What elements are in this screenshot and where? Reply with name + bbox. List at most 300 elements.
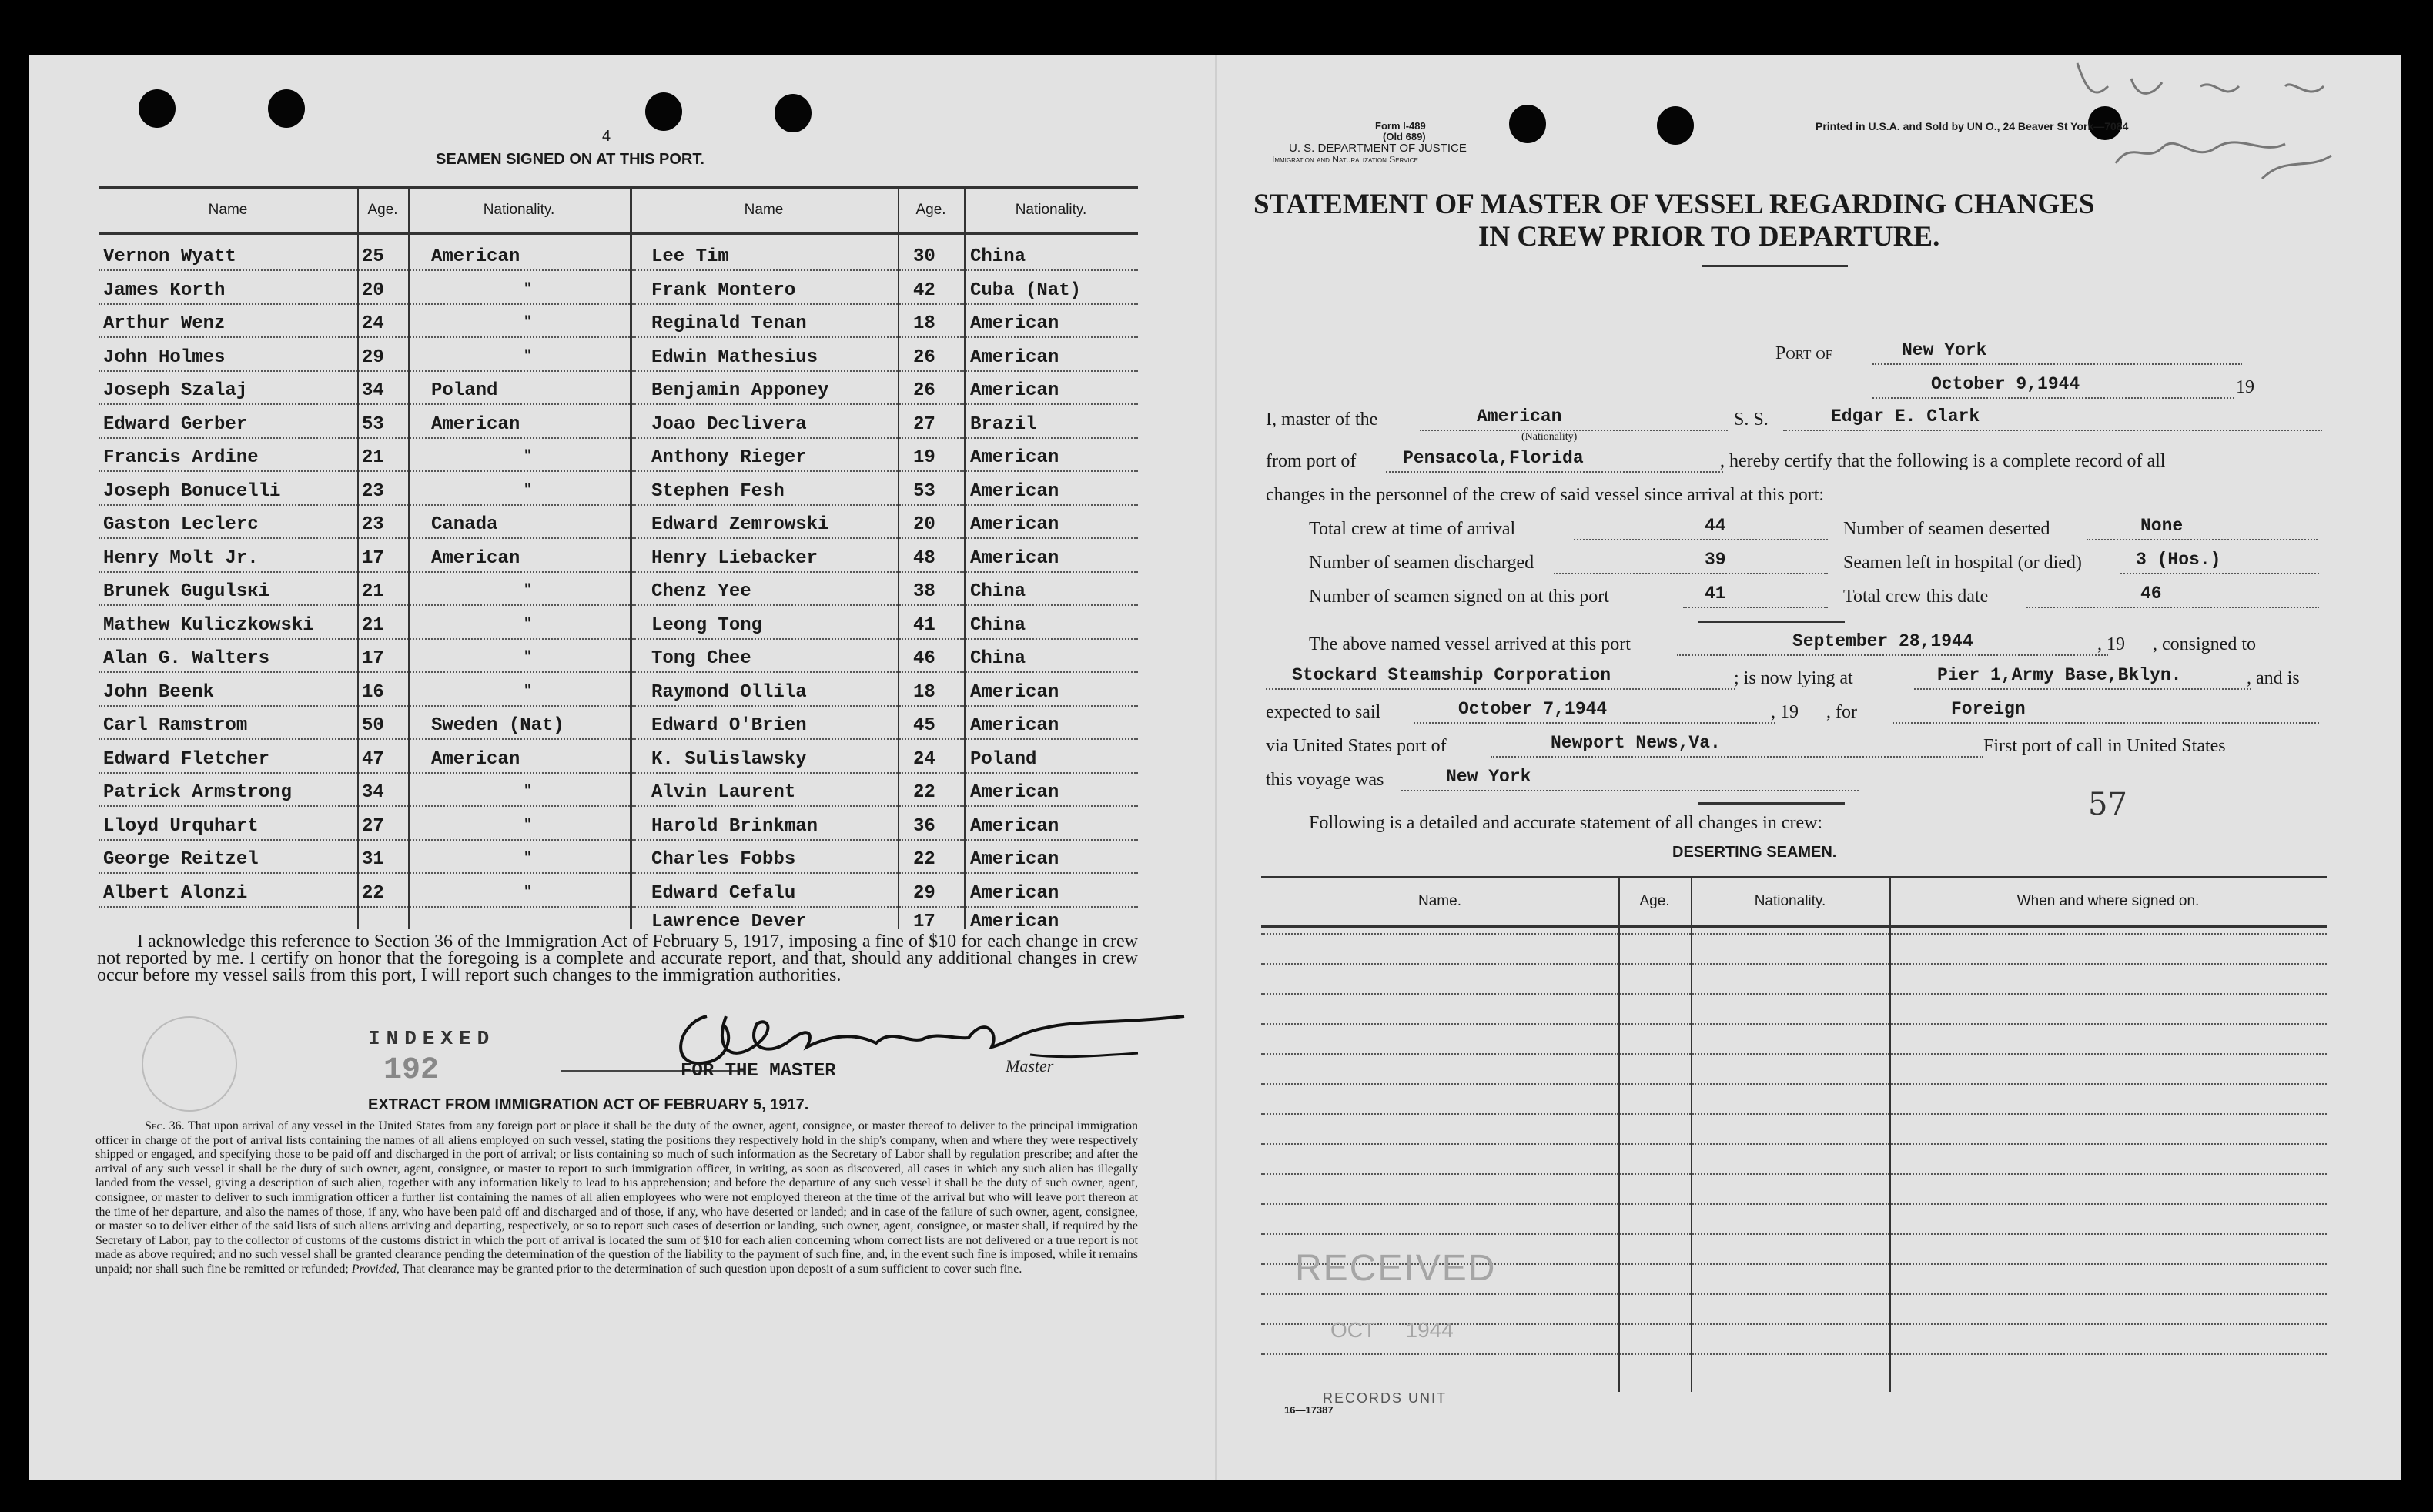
row-rule <box>966 738 1138 740</box>
seaman-age: 17 <box>913 912 935 932</box>
desert-row-rule <box>1261 1233 1618 1235</box>
row-rule <box>966 336 1138 338</box>
desert-row-rule <box>1891 1113 2327 1115</box>
row-rule <box>632 571 898 573</box>
row-rule <box>966 872 1138 874</box>
desert-row-rule <box>1692 1263 1889 1265</box>
row-rule <box>99 671 357 673</box>
seaman-nationality: " <box>524 851 532 866</box>
desert-row-rule <box>1891 993 2327 995</box>
deserted-line <box>2087 539 2318 540</box>
seaman-name: Mathew Kuliczkowski <box>103 614 314 636</box>
seaman-age: 29 <box>913 882 935 904</box>
title-rule <box>1702 265 1848 267</box>
desert-row-rule <box>1261 963 1618 965</box>
seaman-nationality: American <box>970 313 1059 334</box>
row-rule <box>632 470 898 472</box>
section-36-text <box>95 1119 1138 1277</box>
seaman-age: 23 <box>362 514 384 535</box>
seaman-name: Joseph Bonucelli <box>103 480 281 502</box>
row-rule <box>410 571 630 573</box>
seaman-name: Anthony Rieger <box>651 447 807 468</box>
desert-row-rule <box>1891 1143 2327 1145</box>
row-rule <box>632 403 898 405</box>
row-rule <box>899 370 964 372</box>
row-rule <box>899 638 964 640</box>
desert-row-rule <box>1261 933 1618 935</box>
row-rule <box>899 705 964 707</box>
stamp-date: OCT 1944 <box>1330 1318 1454 1342</box>
seaman-nationality: American <box>970 715 1059 736</box>
seaman-age: 19 <box>913 447 935 468</box>
seaman-name: Edward Gerber <box>103 413 248 435</box>
seaman-age: 46 <box>913 648 935 669</box>
seaman-age: 27 <box>913 413 935 435</box>
desert-row-rule <box>1261 1203 1618 1205</box>
for-value: Foreign <box>1951 699 2026 719</box>
punch-hole <box>775 94 812 132</box>
row-rule <box>632 772 898 774</box>
seaman-nationality: American <box>970 849 1059 870</box>
desert-row-rule <box>1692 1083 1889 1085</box>
row-rule <box>359 705 408 707</box>
seaman-age: 24 <box>362 313 384 334</box>
row-rule <box>899 772 964 774</box>
seaman-nationality: " <box>524 583 532 598</box>
row-rule <box>899 738 964 740</box>
seaman-age: 25 <box>362 246 384 267</box>
seaman-name: K. Sulislawsky <box>651 748 807 770</box>
hospital-label: Seamen left in hospital (or died) <box>1843 553 2082 573</box>
desert-row-rule <box>1891 1203 2327 1205</box>
indexed-stamp: INDEXED <box>368 1027 496 1050</box>
seaman-age: 30 <box>913 246 935 267</box>
form-old: (Old 689) <box>1383 131 1426 142</box>
lying-value: Pier 1,Army Base,Bklyn. <box>1937 665 2182 685</box>
seaman-name: Henry Molt Jr. <box>103 547 259 569</box>
desert-row-rule <box>1891 1293 2327 1295</box>
via-label: via United States port of <box>1266 736 1447 756</box>
row-rule <box>359 906 408 908</box>
row-rule <box>99 370 357 372</box>
seaman-nationality: Sweden (Nat) <box>431 715 564 736</box>
seaman-name: Alan G. Walters <box>103 648 270 669</box>
desert-row-rule <box>1692 963 1889 965</box>
seaman-age: 21 <box>362 581 384 602</box>
seaman-name: Lee Tim <box>651 246 729 267</box>
seaman-nationality: American <box>431 547 520 569</box>
seaman-age: 18 <box>913 681 935 703</box>
desert-row-rule <box>1261 1143 1618 1145</box>
nationality-value: American <box>1477 406 1562 427</box>
row-rule <box>632 336 898 338</box>
seaman-age: 29 <box>362 346 384 368</box>
seaman-nationality: American <box>431 748 520 770</box>
row-rule <box>410 671 630 673</box>
seaman-name: Chenz Yee <box>651 581 751 602</box>
row-rule <box>966 504 1138 506</box>
via-line <box>1491 756 1983 758</box>
extract-title: EXTRACT FROM IMMIGRATION ACT OF FEBRUARY 5, 1917. <box>368 1096 809 1113</box>
proviso-word: Provided, <box>351 1262 400 1276</box>
row-rule <box>966 470 1138 472</box>
seaman-name: Tong Chee <box>651 648 751 669</box>
row-rule <box>359 872 408 874</box>
desert-row-rule <box>1261 993 1618 995</box>
desert-row-rule <box>1692 1293 1889 1295</box>
seaman-nationality: " <box>524 683 532 699</box>
seaman-age: 22 <box>362 882 384 904</box>
seaman-age: 26 <box>913 346 935 368</box>
row-rule <box>359 772 408 774</box>
row-rule <box>966 671 1138 673</box>
desert-row-rule <box>1620 1023 1691 1025</box>
row-rule <box>410 772 630 774</box>
ss-line <box>1783 430 2322 431</box>
desert-row-rule <box>1620 1263 1691 1265</box>
lying-label: ; is now lying at <box>1734 668 1853 688</box>
form-title-line2: IN CREW PRIOR TO DEPARTURE. <box>1478 221 1940 253</box>
via-value: Newport News,Va. <box>1551 733 1721 753</box>
seaman-age: 34 <box>362 380 384 401</box>
row-rule <box>359 504 408 506</box>
stats-rule <box>1698 621 1845 623</box>
desert-row-rule <box>1261 1083 1618 1085</box>
row-rule <box>899 504 964 506</box>
row-rule <box>359 303 408 305</box>
seaman-nationality: China <box>970 614 1026 636</box>
row-rule <box>632 839 898 841</box>
seaman-age: 48 <box>913 547 935 569</box>
row-rule <box>410 403 630 405</box>
row-rule <box>359 470 408 472</box>
row-rule <box>632 805 898 807</box>
desert-row-rule <box>1620 1203 1691 1205</box>
seaman-name: Carl Ramstrom <box>103 715 248 736</box>
row-rule <box>966 805 1138 807</box>
desert-row-rule <box>1891 933 2327 935</box>
desert-row-rule <box>1891 1173 2327 1175</box>
seaman-nationality: American <box>431 413 520 435</box>
seaman-nationality: " <box>524 884 532 900</box>
row-rule <box>899 537 964 539</box>
seaman-name: Frank Montero <box>651 279 796 301</box>
row-rule <box>966 906 1138 908</box>
arrived-line <box>1677 654 2108 656</box>
row-rule <box>99 772 357 774</box>
row-rule <box>410 604 630 606</box>
row-rule <box>632 504 898 506</box>
punch-hole <box>139 89 176 128</box>
seaman-nationality: " <box>524 348 532 364</box>
seaman-nationality: American <box>431 246 520 267</box>
seaman-age: 22 <box>913 849 935 870</box>
row-rule <box>359 537 408 539</box>
row-rule <box>99 906 357 908</box>
signed-on-label: Number of seamen signed on at this port <box>1309 587 1609 607</box>
footer-code: 16—17387 <box>1284 1404 1334 1416</box>
row-rule <box>899 336 964 338</box>
desert-row-rule <box>1891 1023 2327 1025</box>
seaman-name: Harold Brinkman <box>651 815 818 837</box>
row-rule <box>359 839 408 841</box>
seaman-nationality: American <box>970 882 1059 904</box>
row-rule <box>359 403 408 405</box>
for-the-master: FOR THE MASTER <box>681 1061 836 1082</box>
row-rule <box>966 571 1138 573</box>
discharged-line <box>1554 573 1828 574</box>
seaman-name: Edward Cefalu <box>651 882 796 904</box>
row-rule <box>966 403 1138 405</box>
consignee-value: Stockard Steamship Corporation <box>1292 665 1611 685</box>
deserted-label: Number of seamen deserted <box>1843 519 2050 539</box>
seaman-age: 27 <box>362 815 384 837</box>
seaman-age: 34 <box>362 782 384 803</box>
row-rule <box>899 403 964 405</box>
seaman-name: Joao Declivera <box>651 413 807 435</box>
desert-row-rule <box>1620 1143 1691 1145</box>
desert-row-rule <box>1620 963 1691 965</box>
row-rule <box>99 504 357 506</box>
desert-row-rule <box>1620 1323 1691 1325</box>
row-rule <box>359 671 408 673</box>
desert-row-rule <box>1261 1053 1618 1055</box>
desert-row-rule <box>1692 1113 1889 1115</box>
seaman-nationality: " <box>524 482 532 498</box>
seaman-name: Joseph Szalaj <box>103 380 248 401</box>
seaman-nationality: American <box>970 514 1059 535</box>
seaman-name: Henry Liebacker <box>651 547 818 569</box>
from-port-label: from port of <box>1266 451 1357 471</box>
seaman-name: John Holmes <box>103 346 226 368</box>
seaman-name: Edward Fletcher <box>103 748 270 770</box>
row-rule <box>632 604 898 606</box>
seaman-name: Edwin Mathesius <box>651 346 818 368</box>
row-rule <box>632 303 898 305</box>
row-rule <box>966 604 1138 606</box>
table-header-rule <box>99 232 1138 235</box>
date-line <box>1872 397 2234 399</box>
page-fold <box>1215 55 1216 1480</box>
seaman-age: 50 <box>362 715 384 736</box>
seaman-age: 23 <box>362 480 384 502</box>
sail-value: October 7,1944 <box>1458 699 1608 719</box>
row-rule <box>966 638 1138 640</box>
desert-row-rule <box>1692 993 1889 995</box>
row-rule <box>632 537 898 539</box>
hospital-value: 3 (Hos.) <box>2136 550 2221 570</box>
row-rule <box>359 437 408 439</box>
seaman-nationality: Poland <box>970 748 1037 770</box>
table-divider <box>898 186 899 929</box>
row-rule <box>99 470 357 472</box>
seaman-name: Vernon Wyatt <box>103 246 236 267</box>
desert-top-rule <box>1261 876 2327 878</box>
desert-row-rule <box>1692 1353 1889 1355</box>
signature-note: Master <box>1006 1056 1054 1075</box>
total-crew-arrival-value: 44 <box>1705 516 1726 536</box>
seaman-nationality: American <box>970 681 1059 703</box>
seaman-age: 16 <box>362 681 384 703</box>
acknowledge-text <box>97 933 1138 984</box>
seaman-age: 31 <box>362 849 384 870</box>
section-label: Sec. 36. <box>145 1119 185 1132</box>
seaman-age: 38 <box>913 581 935 602</box>
row-rule <box>632 738 898 740</box>
row-rule <box>99 303 357 305</box>
consigned-label: , 19 , consigned to <box>2097 634 2256 654</box>
seaman-name: George Reitzel <box>103 849 259 870</box>
nationality-caption: (Nationality) <box>1521 431 1578 443</box>
desert-row-rule <box>1620 1173 1691 1175</box>
table-divider <box>357 186 359 929</box>
row-rule <box>99 437 357 439</box>
table-divider <box>964 186 966 929</box>
changes-text: changes in the personnel of the crew of said vessel since arrival at this port: <box>1266 485 1825 505</box>
row-rule <box>899 303 964 305</box>
row-rule <box>99 269 357 271</box>
seaman-nationality: " <box>524 817 532 833</box>
seaman-age: 24 <box>913 748 935 770</box>
table-top-rule <box>99 186 1138 189</box>
records-unit-stamp: RECORDS UNIT <box>1323 1390 1447 1406</box>
row-rule <box>966 839 1138 841</box>
seaman-name: Edward O'Brien <box>651 715 807 736</box>
row-rule <box>899 269 964 271</box>
seaman-nationality: American <box>970 782 1059 803</box>
seaman-nationality: American <box>970 380 1059 401</box>
desert-row-rule <box>1692 1233 1889 1235</box>
for-line <box>1893 722 2319 724</box>
row-rule <box>359 604 408 606</box>
voyage-value: New York <box>1446 767 1531 787</box>
row-rule <box>966 269 1138 271</box>
row-rule <box>99 705 357 707</box>
seaman-nationality: China <box>970 246 1026 267</box>
printed-note: Printed in U.S.A. and Sold by UN O., 24 Beaver St York—7084 <box>1816 120 2129 132</box>
col-header-nationality: Nationality. <box>483 202 555 218</box>
desert-row-rule <box>1620 1233 1691 1235</box>
seaman-nationality: Cuba (Nat) <box>970 279 1082 301</box>
seaman-name: Gaston Leclerc <box>103 514 259 535</box>
desert-row-rule <box>1891 1353 2327 1355</box>
row-rule <box>632 872 898 874</box>
port-label: Port of <box>1775 343 1833 363</box>
row-rule <box>632 671 898 673</box>
seaman-age: 21 <box>362 447 384 468</box>
page-number: 4 <box>602 128 611 145</box>
signed-on-line <box>1683 607 1828 608</box>
seaman-nationality: American <box>970 447 1059 468</box>
sail-label: expected to sail <box>1266 702 1381 722</box>
seaman-nationality: " <box>524 616 532 632</box>
proviso-body: That clearance may be granted prior to the determination of such question upon deposit of a sum sufficient to cover such fine. <box>402 1262 1022 1276</box>
desert-row-rule <box>1891 1323 2327 1325</box>
handwritten-number: 57 <box>2088 787 2127 822</box>
seaman-age: 22 <box>913 782 935 803</box>
desert-row-rule <box>1620 1083 1691 1085</box>
desert-row-rule <box>1261 1113 1618 1115</box>
indexed-circle-stamp <box>142 1016 237 1112</box>
seaman-name: John Beenk <box>103 681 215 703</box>
seaman-age: 17 <box>362 547 384 569</box>
desert-row-rule <box>1261 1023 1618 1025</box>
seaman-age: 26 <box>913 380 935 401</box>
signed-on-value: 41 <box>1705 584 1726 604</box>
row-rule <box>410 370 630 372</box>
seaman-age: 20 <box>913 514 935 535</box>
voyage-label: this voyage was <box>1266 770 1384 790</box>
desert-header-rule <box>1261 925 2327 928</box>
row-rule <box>966 705 1138 707</box>
row-rule <box>899 805 964 807</box>
col-header-age: Age. <box>915 202 946 218</box>
seaman-age: 45 <box>913 715 935 736</box>
hospital-line <box>2120 573 2319 574</box>
seaman-age: 36 <box>913 815 935 837</box>
desert-row-rule <box>1891 963 2327 965</box>
first-call-label: First port of call in United States <box>1983 736 2226 756</box>
voyage-rule <box>1698 802 1845 805</box>
row-rule <box>410 638 630 640</box>
for-label: , 19 , for <box>1771 702 1857 722</box>
seaman-name: Stephen Fesh <box>651 480 785 502</box>
col-header-name: Name <box>744 202 784 218</box>
row-rule <box>410 470 630 472</box>
row-rule <box>899 437 964 439</box>
desert-row-rule <box>1692 1203 1889 1205</box>
row-rule <box>966 303 1138 305</box>
seaman-nationality: American <box>970 480 1059 502</box>
row-rule <box>632 906 898 908</box>
date-suffix: 19 <box>2236 377 2254 397</box>
seaman-name: Alvin Laurent <box>651 782 796 803</box>
seaman-age: 53 <box>362 413 384 435</box>
port-value: New York <box>1902 340 1987 360</box>
desert-divider <box>1618 876 1620 1392</box>
seaman-name: Lloyd Urquhart <box>103 815 259 837</box>
arrived-label: The above named vessel arrived at this port <box>1309 634 1631 654</box>
row-rule <box>410 336 630 338</box>
col-header-name: Name <box>208 202 248 218</box>
seaman-age: 20 <box>362 279 384 301</box>
seaman-name: Benjamin Apponey <box>651 380 829 401</box>
form-number: Form I-489 <box>1375 120 1426 132</box>
row-rule <box>99 738 357 740</box>
row-rule <box>359 805 408 807</box>
row-rule <box>410 839 630 841</box>
row-rule <box>99 638 357 640</box>
desert-row-rule <box>1620 1293 1691 1295</box>
desert-row-rule <box>1692 1023 1889 1025</box>
department: U. S. DEPARTMENT OF JUSTICE <box>1289 142 1467 155</box>
certify-text: , hereby certify that the following is a complete record of all <box>1720 451 2166 471</box>
row-rule <box>410 705 630 707</box>
row-rule <box>899 604 964 606</box>
desert-row-rule <box>1261 1173 1618 1175</box>
acknowledge-body: I acknowledge this reference to Section 36 of the Immigration Act of February 5, 1917, imposing a fine of $10 for each change in crew not reported by me. I certify on honor that the foregoing is a complete and accurate report, and that, should any additional changes in crew occur before my vessel sails from this port, I will report such changes to the immigration authorities. <box>97 932 1138 985</box>
seaman-nationality: American <box>970 912 1059 932</box>
seaman-name: Edward Zemrowski <box>651 514 829 535</box>
total-crew-date-line <box>2026 607 2319 608</box>
seaman-nationality: China <box>970 581 1026 602</box>
desert-row-rule <box>1692 1173 1889 1175</box>
col-header-age: Age. <box>367 202 398 218</box>
row-rule <box>99 805 357 807</box>
row-rule <box>410 738 630 740</box>
desert-col-name: Name. <box>1418 893 1461 909</box>
row-rule <box>359 269 408 271</box>
